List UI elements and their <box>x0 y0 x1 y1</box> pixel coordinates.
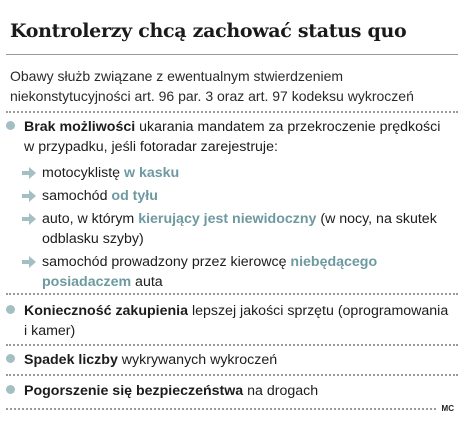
arrow-right-icon <box>22 167 36 179</box>
list-item-rest: lepszej jakości sprzętu (oprogramowania i kamer) <box>24 303 449 339</box>
sub-item-highlight: od tyłu <box>111 188 158 204</box>
list-item-bold: Brak możliwości <box>24 119 136 135</box>
sub-item-highlight: kierujący jest niewidoczny <box>138 211 317 227</box>
sub-item-text <box>42 252 454 292</box>
section-divider <box>6 374 458 376</box>
author-signature: MC <box>441 404 454 413</box>
sub-item-highlight: niebędącego posiadaczem <box>42 254 378 290</box>
arrow-right-icon <box>22 256 36 268</box>
sub-item-post: auta <box>131 274 163 290</box>
list-item-text <box>24 301 454 341</box>
list-item-rest: na drogach <box>243 383 319 399</box>
sub-item-pre: auto, w którym <box>42 211 139 227</box>
section-divider <box>6 293 458 295</box>
section-divider <box>6 111 458 113</box>
circle-bullet-icon <box>6 385 15 394</box>
list-item-text <box>24 117 454 157</box>
sub-item-post: (w nocy, na skutek odblasku szyby) <box>42 211 437 247</box>
circle-bullet-icon <box>6 305 15 314</box>
list-item-bold: Spadek liczby <box>24 352 118 368</box>
arrow-right-icon <box>22 213 36 225</box>
arrow-right-icon <box>22 190 36 202</box>
sub-item-text <box>42 209 454 249</box>
sub-item-pre: samochód prowadzony przez kierowcę <box>42 254 291 270</box>
list-item-bold: Konieczność zakupienia <box>24 303 188 319</box>
circle-bullet-icon <box>6 121 15 130</box>
list-item-rest: wykrywanych wykroczeń <box>117 352 278 368</box>
sub-item-highlight: w kasku <box>124 165 180 181</box>
list-item-text <box>24 350 454 370</box>
list-item-text <box>24 381 454 401</box>
section-divider <box>6 344 458 346</box>
sub-item-text <box>42 163 454 183</box>
title-divider <box>6 54 458 55</box>
page-title: Kontrolerzy chcą zachować status quo <box>10 20 407 42</box>
subtitle: Obawy służb związane z ewentualnym stwierdzeniem niekonstytucyjności art. 96 par. 3 oraz art. 97 kodeksu wykroczeń <box>10 68 414 104</box>
circle-bullet-icon <box>6 354 15 363</box>
sub-item-pre: samochód <box>42 188 112 204</box>
sub-item-pre: motocyklistę <box>42 165 124 181</box>
sub-item-text <box>42 186 454 206</box>
section-divider <box>6 408 436 410</box>
list-item-rest: ukarania mandatem za przekroczenie prędkości w przypadku, jeśli fotoradar zarejestruje: <box>24 119 441 155</box>
list-item-bold: Pogorszenie się bezpieczeństwa <box>24 383 244 399</box>
